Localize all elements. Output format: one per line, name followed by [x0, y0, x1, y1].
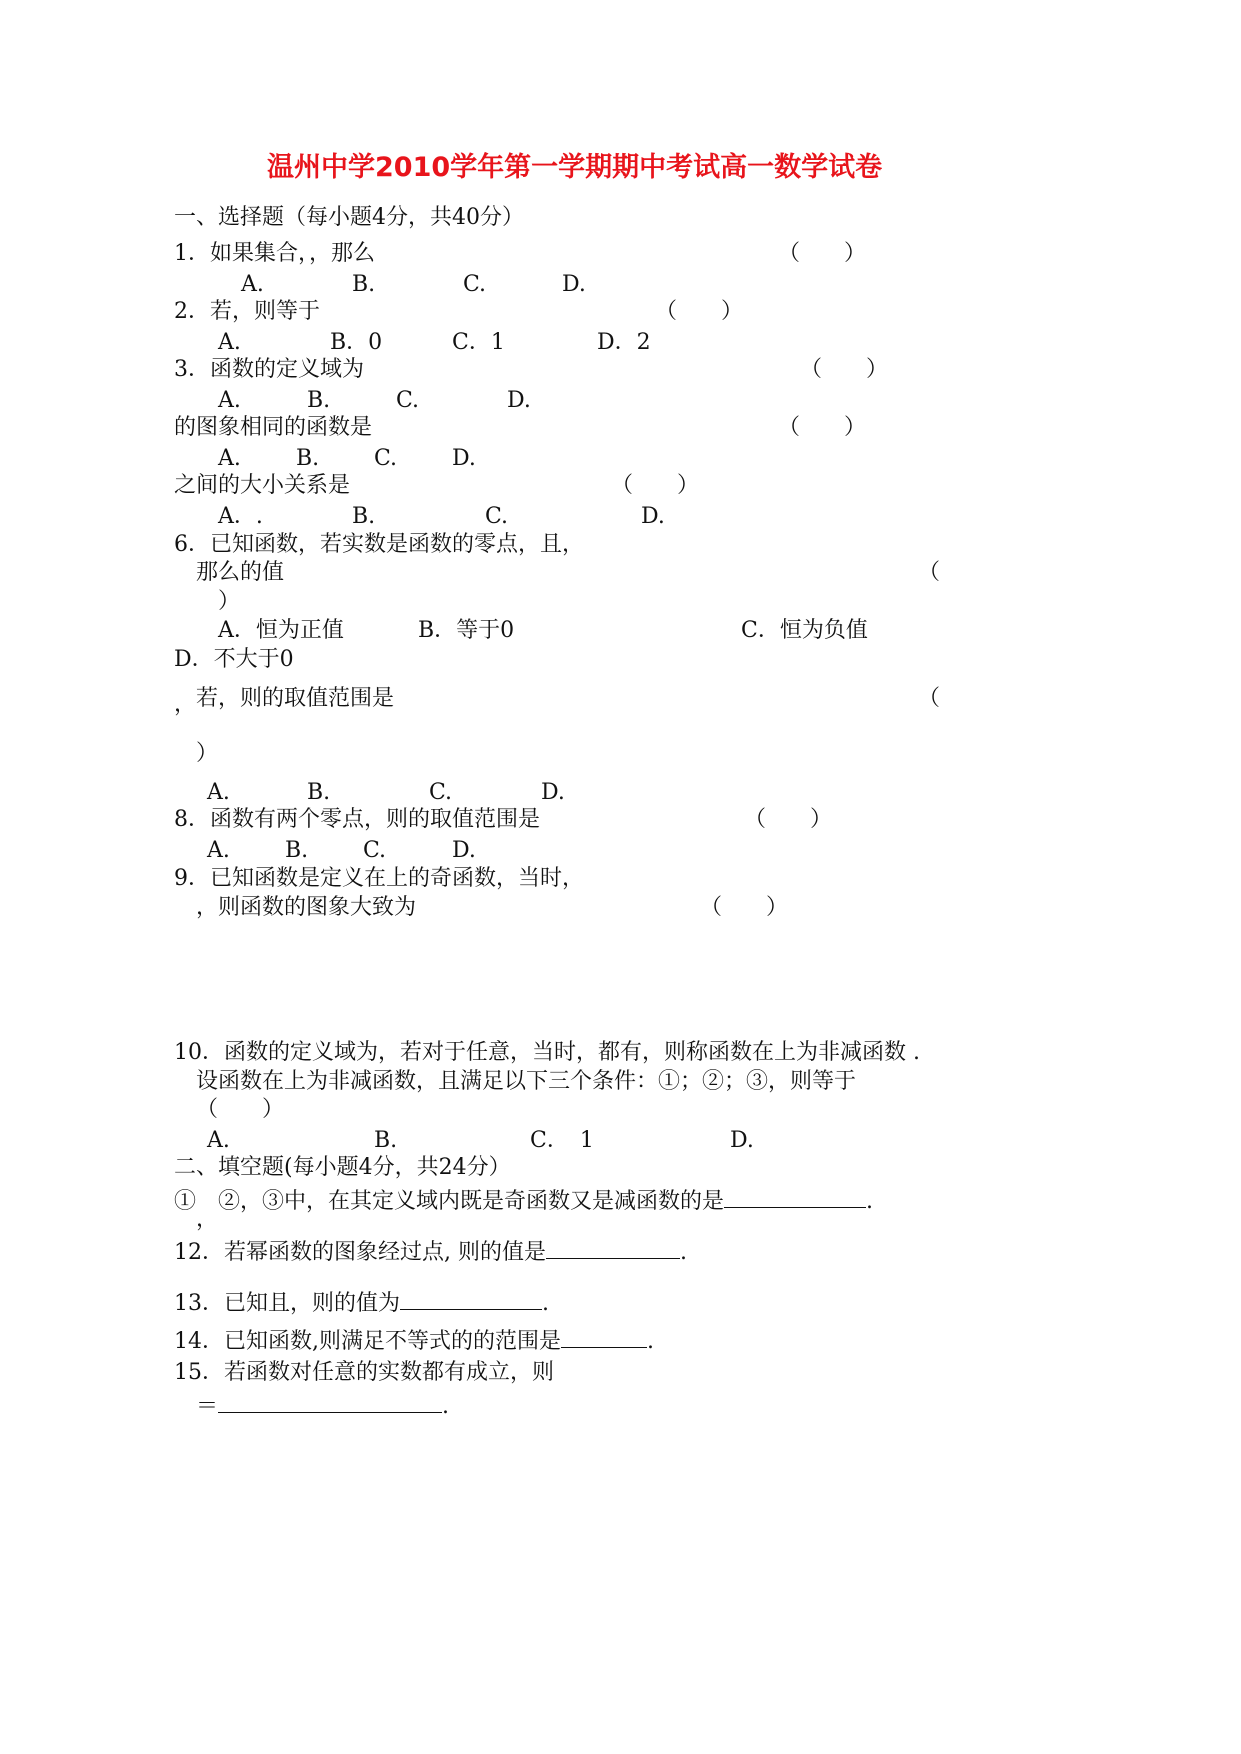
q1-stem: 1．如果集合，，那么: [174, 241, 375, 266]
q10-option-c: C． 1: [530, 1128, 594, 1153]
q1-option-a: A.: [241, 272, 264, 297]
q8-option-c: C.: [363, 838, 387, 863]
q10-option-a: A.: [207, 1128, 230, 1153]
section-heading-choice: 一、选择题（每小题4分，共40分）: [174, 205, 524, 230]
q8-stem: 8．函数有两个零点，则的取值范围是: [174, 807, 540, 832]
q6-paren-open: （: [918, 560, 941, 585]
q12-end: .: [679, 1240, 687, 1265]
q12-stem-text: 12．若幂函数的图象经过点, 则的值是: [174, 1240, 546, 1265]
q13-line: [174, 1287, 549, 1317]
q14-line: [174, 1325, 654, 1355]
q5-option-c: C.: [485, 504, 509, 529]
q15-equals: ＝: [196, 1394, 219, 1419]
q7-paren-open: （: [918, 686, 941, 711]
q4-option-d: D.: [452, 446, 476, 471]
q10-answer-paren: （ ）: [196, 1097, 285, 1122]
q13-stem-text: 13．已知且，则的值为: [174, 1291, 400, 1316]
q9-stem-line2: ，则函数的图象大致为: [196, 895, 417, 920]
q7-option-b: B.: [307, 780, 331, 805]
q5-option-a: A．.: [218, 504, 263, 529]
q3-option-c: C.: [396, 388, 420, 413]
q11-stem: [174, 1185, 873, 1215]
q10-option-b: B.: [374, 1128, 398, 1153]
q6-stem-line2: 那么的值: [196, 560, 285, 585]
q2-stem: 2．若，则等于: [174, 299, 320, 324]
q3-option-b: B.: [307, 388, 331, 413]
q7-leading-comma: ，: [174, 692, 197, 717]
q3-option-a: A.: [218, 388, 241, 413]
q12-answer-blank[interactable]: [546, 1236, 680, 1259]
q7-option-a: A.: [207, 780, 230, 805]
q6-paren-close: ）: [218, 589, 241, 614]
q13-answer-blank[interactable]: [400, 1287, 542, 1310]
q7-paren-close: ）: [196, 741, 219, 766]
q15-line2: [196, 1390, 449, 1420]
q1-option-b: B.: [352, 272, 376, 297]
q11-comma: ，: [196, 1207, 219, 1232]
q6-stem: 6．已知函数，若实数是函数的零点，且，: [174, 532, 584, 557]
q5-answer-paren: （ ）: [611, 473, 700, 498]
q15-end: .: [442, 1394, 450, 1419]
q11-answer-blank[interactable]: [724, 1185, 866, 1208]
q6-option-d: D．不大于0: [174, 647, 294, 672]
q5-option-d: D.: [641, 504, 665, 529]
q2-answer-paren: （ ）: [655, 299, 744, 324]
q7-option-c: C.: [429, 780, 453, 805]
q15-stem: 15．若函数对任意的实数都有成立，则: [174, 1360, 554, 1385]
q5-stem: 之间的大小关系是: [174, 473, 351, 498]
q13-end: .: [542, 1291, 549, 1316]
q9-answer-paren: （ ）: [700, 895, 789, 920]
q6-option-c: C．恒为负值: [741, 618, 868, 643]
q8-option-a: A.: [207, 838, 230, 863]
q5-option-b: B.: [352, 504, 376, 529]
q9-stem: 9．已知函数是定义在上的奇函数，当时，: [174, 866, 584, 891]
q3-option-d: D.: [507, 388, 531, 413]
q2-option-d: D．2: [597, 330, 651, 355]
q1-answer-paren: （ ）: [778, 241, 867, 266]
q1-option-d: D.: [562, 272, 586, 297]
q3-stem: 3．函数的定义域为: [174, 357, 364, 382]
q14-stem-text: 14．已知函数,则满足不等式的的范围是: [174, 1329, 561, 1354]
q8-answer-paren: （ ）: [744, 807, 833, 832]
q1-option-c: C.: [463, 272, 487, 297]
q11-end: .: [866, 1189, 874, 1214]
q7-option-d: D.: [541, 780, 565, 805]
q6-option-b: B．等于0: [418, 618, 515, 643]
q10-option-d: D.: [730, 1128, 754, 1153]
q4-answer-paren: （ ）: [778, 415, 867, 440]
section-heading-fill: 二、填空题(每小题4分，共24分）: [174, 1155, 511, 1180]
q2-option-a: A.: [218, 330, 241, 355]
q4-option-a: A.: [218, 446, 241, 471]
q12-line: [174, 1236, 687, 1266]
q8-option-b: B.: [285, 838, 309, 863]
q8-option-d: D.: [452, 838, 476, 863]
q11-stem-text: ① ②，③中，在其定义域内既是奇函数又是减函数的是: [174, 1189, 725, 1214]
q4-option-b: B.: [296, 446, 320, 471]
q3-answer-paren: （ ）: [800, 357, 889, 382]
q10-stem: 10．函数的定义域为，若对于任意，当时，都有，则称函数在上为非减函数 .: [174, 1040, 920, 1065]
q15-answer-blank[interactable]: [218, 1390, 442, 1413]
q7-stem: 若，则的取值范围是: [196, 686, 395, 711]
q4-stem: 的图象相同的函数是: [174, 415, 373, 440]
page-title: 温州中学2010学年第一学期期中考试高一数学试卷: [267, 152, 883, 183]
q14-end: .: [647, 1329, 654, 1354]
q6-option-a: A．恒为正值: [218, 618, 344, 643]
q14-answer-blank[interactable]: [561, 1325, 647, 1348]
q2-option-b: B．0: [330, 330, 383, 355]
q4-option-c: C.: [374, 446, 398, 471]
q2-option-c: C．1: [452, 330, 505, 355]
q10-stem-line2: 设函数在上为非减函数，且满足以下三个条件：①；②；③，则等于: [196, 1069, 857, 1094]
